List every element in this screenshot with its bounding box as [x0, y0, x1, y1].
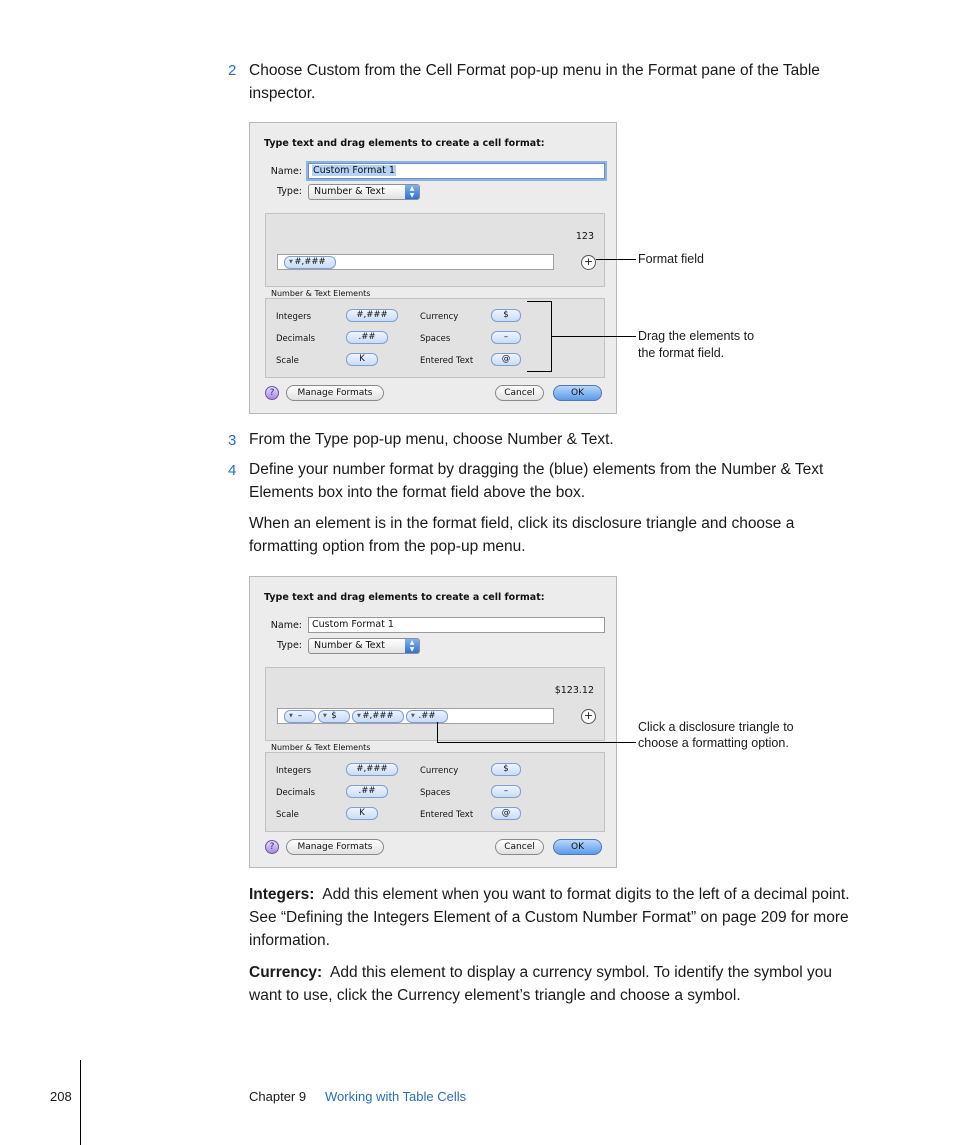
- step-text: From the Type pop-up menu, choose Number & Text.: [249, 431, 614, 448]
- manage-formats-button[interactable]: Manage Formats: [286, 385, 384, 401]
- currency-label: Currency: [420, 312, 459, 322]
- chapter-title-link[interactable]: Working with Table Cells: [325, 1089, 467, 1104]
- bracket-line: [527, 301, 552, 302]
- cell-format-dialog: [249, 576, 617, 868]
- callout-disclosure-line1: Click a disclosure triangle to: [638, 720, 794, 734]
- callout-drag-line2: the format field.: [638, 346, 725, 360]
- integers-label: Integers: [276, 766, 312, 776]
- disclosure-triangle-icon[interactable]: ▼: [289, 259, 293, 265]
- format-well: [265, 667, 605, 741]
- preview-value: $123.12: [554, 685, 594, 696]
- type-popup[interactable]: Number & Text ▲ ▼: [308, 638, 420, 654]
- dialog-title: Type text and drag elements to create a cell format:: [264, 138, 545, 149]
- spaces-element[interactable]: –: [491, 785, 521, 798]
- spaces-label: Spaces: [420, 788, 451, 798]
- name-label: Name:: [270, 620, 302, 631]
- format-token[interactable]: ▼ #,###: [352, 710, 404, 723]
- format-token[interactable]: ▼ –: [284, 710, 316, 723]
- format-well: [265, 213, 605, 287]
- integers-paragraph: [249, 883, 861, 952]
- step-number: 4: [228, 462, 237, 479]
- decimals-label: Decimals: [276, 788, 316, 798]
- entered-text-label: Entered Text: [420, 356, 474, 366]
- integers-element[interactable]: #,###: [346, 763, 398, 776]
- help-icon[interactable]: ?: [265, 840, 279, 854]
- callout-line: [437, 742, 636, 743]
- popup-arrows-icon: ▲ ▼: [405, 185, 419, 199]
- step-paragraph: When an element is in the format field, click its disclosure triangle and choose a formatting option from the pop-up menu.: [249, 515, 795, 555]
- currency-paragraph: [249, 961, 861, 1007]
- step-number: 2: [228, 62, 237, 79]
- add-plus-icon[interactable]: +: [581, 709, 596, 724]
- elements-box: [265, 298, 605, 378]
- name-label: Name:: [270, 166, 302, 177]
- callout-line: [596, 259, 636, 260]
- term: Currency:: [249, 964, 323, 981]
- entered-text-label: Entered Text: [420, 810, 474, 820]
- callout-line: [437, 722, 438, 742]
- format-field[interactable]: [277, 254, 554, 270]
- name-input[interactable]: Custom Format 1: [308, 617, 605, 633]
- spaces-label: Spaces: [420, 334, 451, 344]
- decimals-label: Decimals: [276, 334, 316, 344]
- add-plus-icon[interactable]: +: [581, 255, 596, 270]
- elements-section-label: Number & Text Elements: [271, 743, 371, 752]
- format-token[interactable]: ▼ .##: [406, 710, 448, 723]
- spaces-element[interactable]: –: [491, 331, 521, 344]
- disclosure-triangle-icon[interactable]: ▼: [289, 713, 293, 719]
- elements-box: [265, 752, 605, 832]
- cancel-button[interactable]: Cancel: [495, 385, 544, 401]
- bracket-line: [527, 371, 552, 372]
- scale-label: Scale: [276, 356, 299, 366]
- format-token[interactable]: ▼ #,###: [284, 256, 336, 269]
- format-field[interactable]: [277, 708, 554, 724]
- preview-value: 123: [575, 231, 594, 242]
- entered-text-element[interactable]: @: [491, 353, 521, 366]
- scale-label: Scale: [276, 810, 299, 820]
- format-token[interactable]: ▼ $: [318, 710, 350, 723]
- callout-disclosure-line2: choose a formatting option.: [638, 736, 789, 750]
- integers-element[interactable]: #,###: [346, 309, 398, 322]
- currency-element[interactable]: $: [491, 309, 521, 322]
- scale-element[interactable]: K: [346, 353, 378, 366]
- help-icon[interactable]: ?: [265, 386, 279, 400]
- definition: Add this element to display a currency symbol. To identify the symbol you want to use, click the Currency element’s triangle and choose a symbol.: [249, 964, 832, 1004]
- entered-text-element[interactable]: @: [491, 807, 521, 820]
- disclosure-triangle-icon[interactable]: ▼: [357, 713, 361, 719]
- cancel-button[interactable]: Cancel: [495, 839, 544, 855]
- disclosure-triangle-icon[interactable]: ▼: [411, 713, 415, 719]
- callout-format-field: Format field: [638, 252, 704, 266]
- callout-line: [552, 336, 636, 337]
- dialog-title: Type text and drag elements to create a cell format:: [264, 592, 545, 603]
- currency-label: Currency: [420, 766, 459, 776]
- currency-element[interactable]: $: [491, 763, 521, 776]
- footer-rule: [80, 1060, 81, 1145]
- decimals-element[interactable]: .##: [346, 331, 388, 344]
- name-input[interactable]: Custom Format 1: [308, 163, 605, 179]
- scale-element[interactable]: K: [346, 807, 378, 820]
- page-number: 208: [50, 1089, 72, 1104]
- ok-button[interactable]: OK: [553, 839, 602, 855]
- elements-section-label: Number & Text Elements: [271, 289, 371, 298]
- type-label: Type:: [276, 186, 302, 197]
- decimals-element[interactable]: .##: [346, 785, 388, 798]
- definition: Add this element when you want to format digits to the left of a decimal point. See “Defining the Integers Element of a Custom Number Format” on page 209 for more information.: [249, 886, 850, 949]
- type-label: Type:: [276, 640, 302, 651]
- cell-format-dialog: [249, 122, 617, 414]
- integers-label: Integers: [276, 312, 312, 322]
- type-popup[interactable]: Number & Text ▲ ▼: [308, 184, 420, 200]
- term: Integers:: [249, 886, 315, 903]
- popup-arrows-icon: ▲ ▼: [405, 639, 419, 653]
- step-text: Choose Custom from the Cell Format pop-up menu in the Format pane of the Table inspector.: [249, 62, 820, 102]
- callout-drag-line1: Drag the elements to: [638, 329, 755, 343]
- chapter-label: Chapter 9: [249, 1089, 307, 1104]
- manage-formats-button[interactable]: Manage Formats: [286, 839, 384, 855]
- step-number: 3: [228, 432, 237, 449]
- ok-button[interactable]: OK: [553, 385, 602, 401]
- step-text: Define your number format by dragging the (blue) elements from the Number & Text Elements box into the format field above the box.: [249, 461, 824, 501]
- disclosure-triangle-icon[interactable]: ▼: [323, 713, 327, 719]
